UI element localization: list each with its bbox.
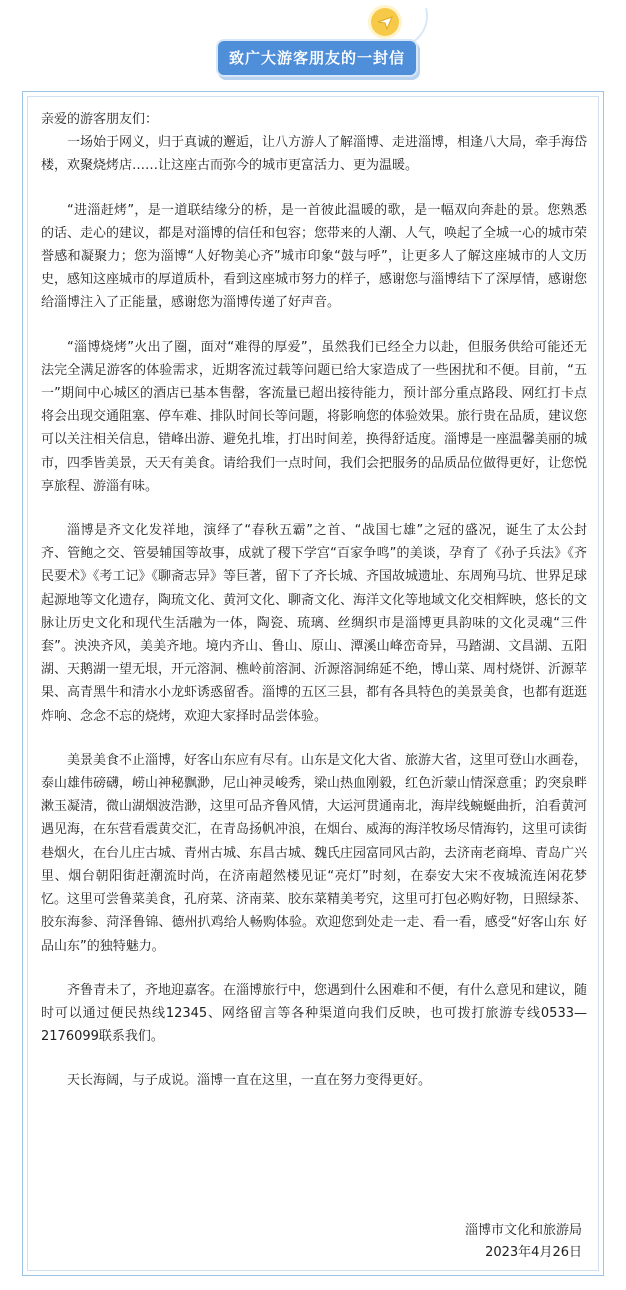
- greeting: 亲爱的游客朋友们：: [41, 112, 159, 127]
- paragraph-3: “淄博烧烤”火出了圈，面对“难得的厚爱”，虽然我们已经全力以赴，但服务供给可能还无法完全满足游客的体验需求，近期客流过载等问题已给大家造成了一些困扰和不便。目前，“五一”期间中心城区的酒店已基本售罄，客流量已超出接待能力，预计部分重点路段、网红打卡点将会出现交通阻塞、停车难、排队时间长等问题，将影响您的体验效果。旅行贵在品质，建议您可以关注相关信息，错峰出游、避免扎堆，打出时间差，换得舒适度。淄博是一座温馨美丽的城市，四季皆美景，天天有美食。请给我们一点时间，我们会把服务的品质品位做得更好，让您悦享旅程、游淄有味。: [41, 339, 588, 494]
- paragraph-5: 美景美食不止淄博，好客山东应有尽有。山东是文化大省、旅游大省，这里可登山水画卷，泰山雄伟磅礴，崂山神秘飘渺，尼山神灵峻秀，梁山热血刚毅，红色沂蒙山情深意重；趵突泉畔漱玉凝清，微山湖烟波浩渺，这里可品齐鲁风情，大运河贯通南北，海岸线蜿蜒曲折，泊看黄河遇见海，在东营看震黄交汇，在青岛扬帆冲浪，在烟台、威海的海洋牧场尽情海钓，这里可读街巷烟火，在台儿庄古城、青州古城、东昌古城、魏氏庄园富同风古韵，去济南老商埠、青岛广兴里、烟台朝阳街赶潮流时尚，在济南超然楼见证“亮灯”时刻，在泰安大宋不夜城流连闲花梦忆。这里可尝鲁菜美食，孔府菜、济南菜、胶东菜精美考究，这里可打包必购好物，日照绿茶、胶东海参、菏泽鲁锦、德州扒鸡给人畅购体验。欢迎您到处走一走、看一看，感受“好客山东 好品山东”的独特魅力。: [41, 752, 588, 954]
- paragraph-6: 齐鲁青未了，齐地迎嘉客。在淄博旅行中，您遇到什么困难和不便，有什么意见和建议，随时可以通过便民热线12345、网络留言等各种渠道向我们反映，也可拨打旅游专线0533—2176099联系我们。: [41, 982, 588, 1045]
- paragraph-7: 天长海阔，与子成说。淄博一直在这里，一直在努力变得更好。: [67, 1073, 432, 1089]
- signature-block: [465, 1220, 582, 1264]
- letter-header: [0, 0, 626, 90]
- letter-body: [41, 108, 587, 1114]
- paragraph-1: 一场始于网义，归于真诚的邂逅，让八方游人了解淄博、走进淄博，相逢八大局，牵手海岱楼，欢聚烧烤店……让这座古而弥今的城市更富活力、更为温暖。: [41, 135, 588, 174]
- paragraph-4: 淄博是齐文化发祥地，演绎了“春秋五霸”之首、“战国七雄”之冠的盛况，诞生了太公封齐、管鲍之交、管晏辅国等故事，成就了稷下学宫“百家争鸣”的美谈，孕育了《孙子兵法》《齐民要术》《考工记》《聊斋志异》等巨著，留下了齐长城、齐国故城遗址、东周殉马坑、世界足球起源地等文化遗存，陶琉文化、黄河文化、聊斋文化、海洋文化等地域文化交相辉映，悠长的文脉让历史文化和现代生活融为一体，陶瓷、琉璃、丝绸织市是淄博更具韵味的文化灵魂“三件套”。泱泱齐风，美美齐地。境内齐山、鲁山、原山、潭溪山峰峦奇异，马踏湖、文昌湖、五阳湖、天鹅湖一望无垠，开元溶洞、樵岭前溶洞、沂源溶洞绵延不绝，博山菜、周村烧饼、沂源苹果、高青黑牛和清水小龙虾诱惑留香。淄博的五区三县，都有各具特色的美景美食，也都有逛逛炸响、念念不忘的烧烤，欢迎大家择时品尝体验。: [41, 523, 588, 724]
- letter-date: 2023年4月26日: [485, 1245, 582, 1260]
- page-title: 致广大游客朋友的一封信: [218, 41, 416, 75]
- signature: 淄博市文化和旅游局: [464, 1223, 582, 1238]
- paragraph-2: “进淄赶烤”，是一道联结缘分的桥，是一首彼此温暖的歌，是一幅双向奔赴的景。您熟悉的话、走心的建议，都是对淄博的信任和包容；您带来的人潮、人气，唤起了全城一心的城市荣誉感和凝聚力；您为淄博“人好物美心齐”城市印象“鼓与呼”，让更多人了解这座城市的人文历史，感知这座城市的厚道质朴，看到这座城市努力的样子，感谢您与淄博结下了深厚情，感谢您给淄博注入了正能量，感谢您为淄博传递了好声音。: [41, 202, 588, 311]
